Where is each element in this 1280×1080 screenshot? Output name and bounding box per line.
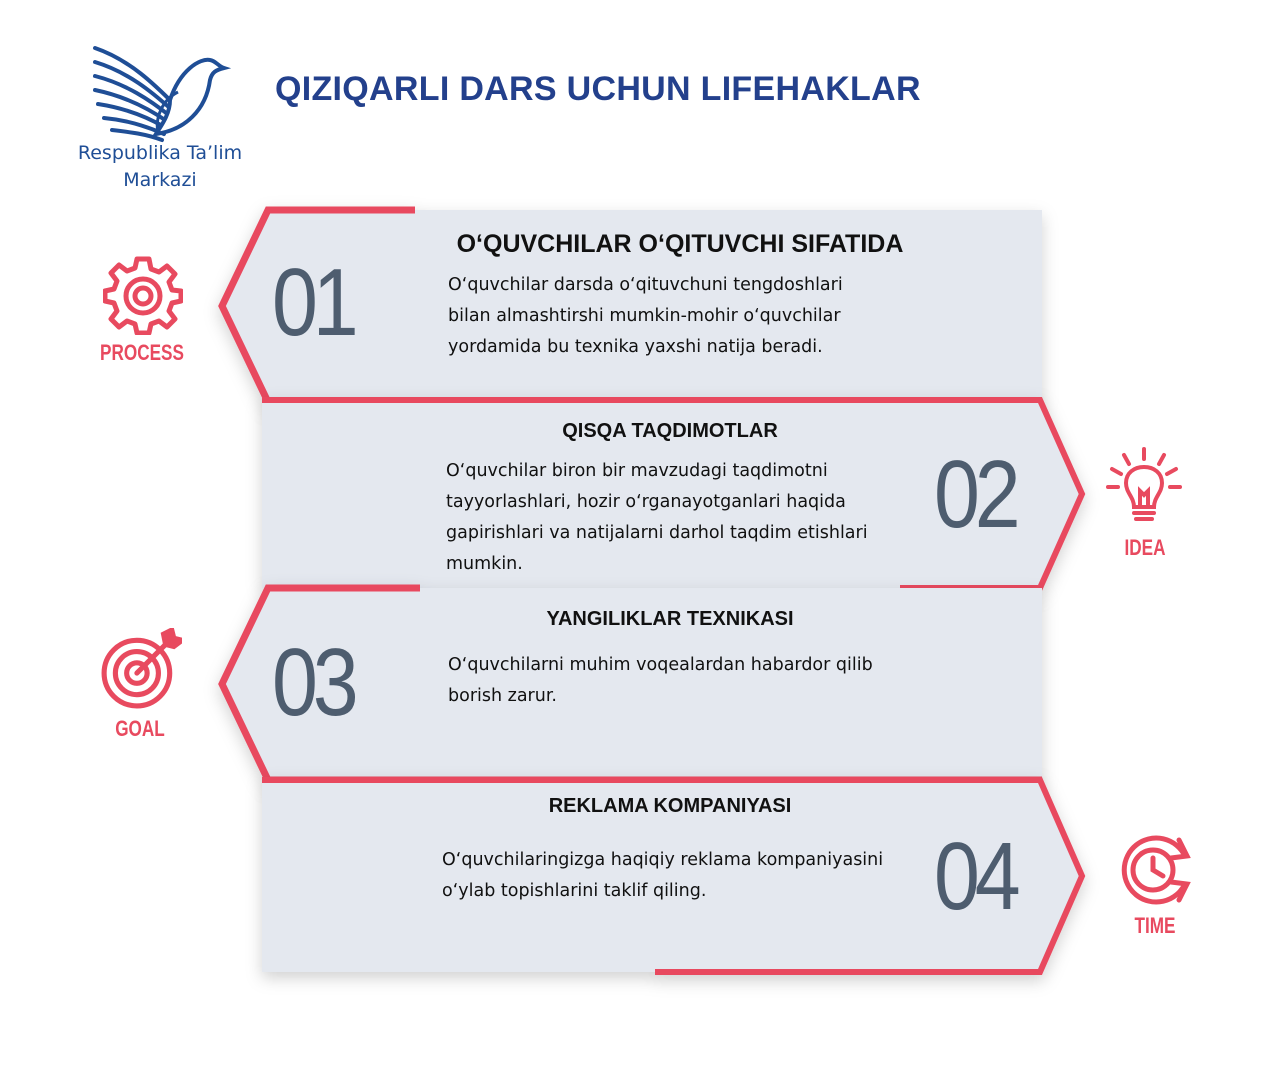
page-title: QIZIQARLI DARS UCHUN LIFEHAKLAR bbox=[275, 70, 921, 108]
card-1-line-2: bilan almashtirshi mumkin-mohir o‘quvchilar bbox=[448, 306, 841, 326]
card-4-title: REKLAMA KOMPANIYASI bbox=[548, 795, 792, 817]
lightbulb-icon bbox=[1104, 447, 1184, 527]
card-1-line-1: O‘quvchilar darsda o‘qituvchuni tengdoshlari bbox=[448, 275, 843, 295]
clock-icon bbox=[1115, 830, 1195, 910]
time-label: TIME bbox=[1134, 913, 1176, 938]
logo-line-2: Markazi bbox=[123, 169, 197, 191]
card-3-line-1: O‘quvchilarni muhim voqealardan habardor qilib bbox=[448, 655, 873, 675]
card-1-line-3: yordamida bu texnika yaxshi natija beradi. bbox=[448, 337, 823, 357]
card-1-text bbox=[448, 270, 843, 363]
card-1-number: 01 bbox=[272, 249, 354, 356]
gear-icon bbox=[103, 255, 183, 335]
card-1-title: O‘QUVCHILAR O‘QITUVCHI SIFATIDA bbox=[456, 230, 904, 258]
card-4-text bbox=[442, 845, 883, 907]
card-4-line-2: o‘ylab topishlarini taklif qiling. bbox=[442, 881, 707, 901]
card-2-line-3: gapirishlari va natijalarni darhol taqdim etishlari bbox=[446, 523, 868, 543]
card-4-line-1: O‘quvchilaringizga haqiqiy reklama kompaniyasini bbox=[442, 850, 884, 870]
goal-label: GOAL bbox=[115, 716, 165, 741]
card-3-number: 03 bbox=[272, 629, 354, 736]
card-3-line-2: borish zarur. bbox=[448, 686, 557, 706]
card-3-title: YANGILIKLAR TEXNIKASI bbox=[546, 608, 794, 630]
card-2-line-1: O‘quvchilar biron bir mavzudagi taqdimotni bbox=[446, 461, 828, 481]
logo-line-1: Respublika Ta’lim bbox=[77, 142, 243, 164]
card-2-number: 02 bbox=[934, 441, 1016, 548]
card-2-line-4: mumkin. bbox=[446, 554, 523, 574]
card-4-number: 04 bbox=[934, 823, 1016, 930]
process-label: PROCESS bbox=[100, 340, 184, 365]
target-icon bbox=[100, 628, 182, 710]
card-2-line-2: tayyorlashlari, hozir o‘rganayotganlari haqida bbox=[446, 492, 846, 512]
card-2-text bbox=[446, 456, 868, 580]
card-2-title: QISQA TAQDIMOTLAR bbox=[562, 420, 778, 442]
card-3-text bbox=[448, 650, 873, 712]
idea-label: IDEA bbox=[1124, 535, 1166, 560]
